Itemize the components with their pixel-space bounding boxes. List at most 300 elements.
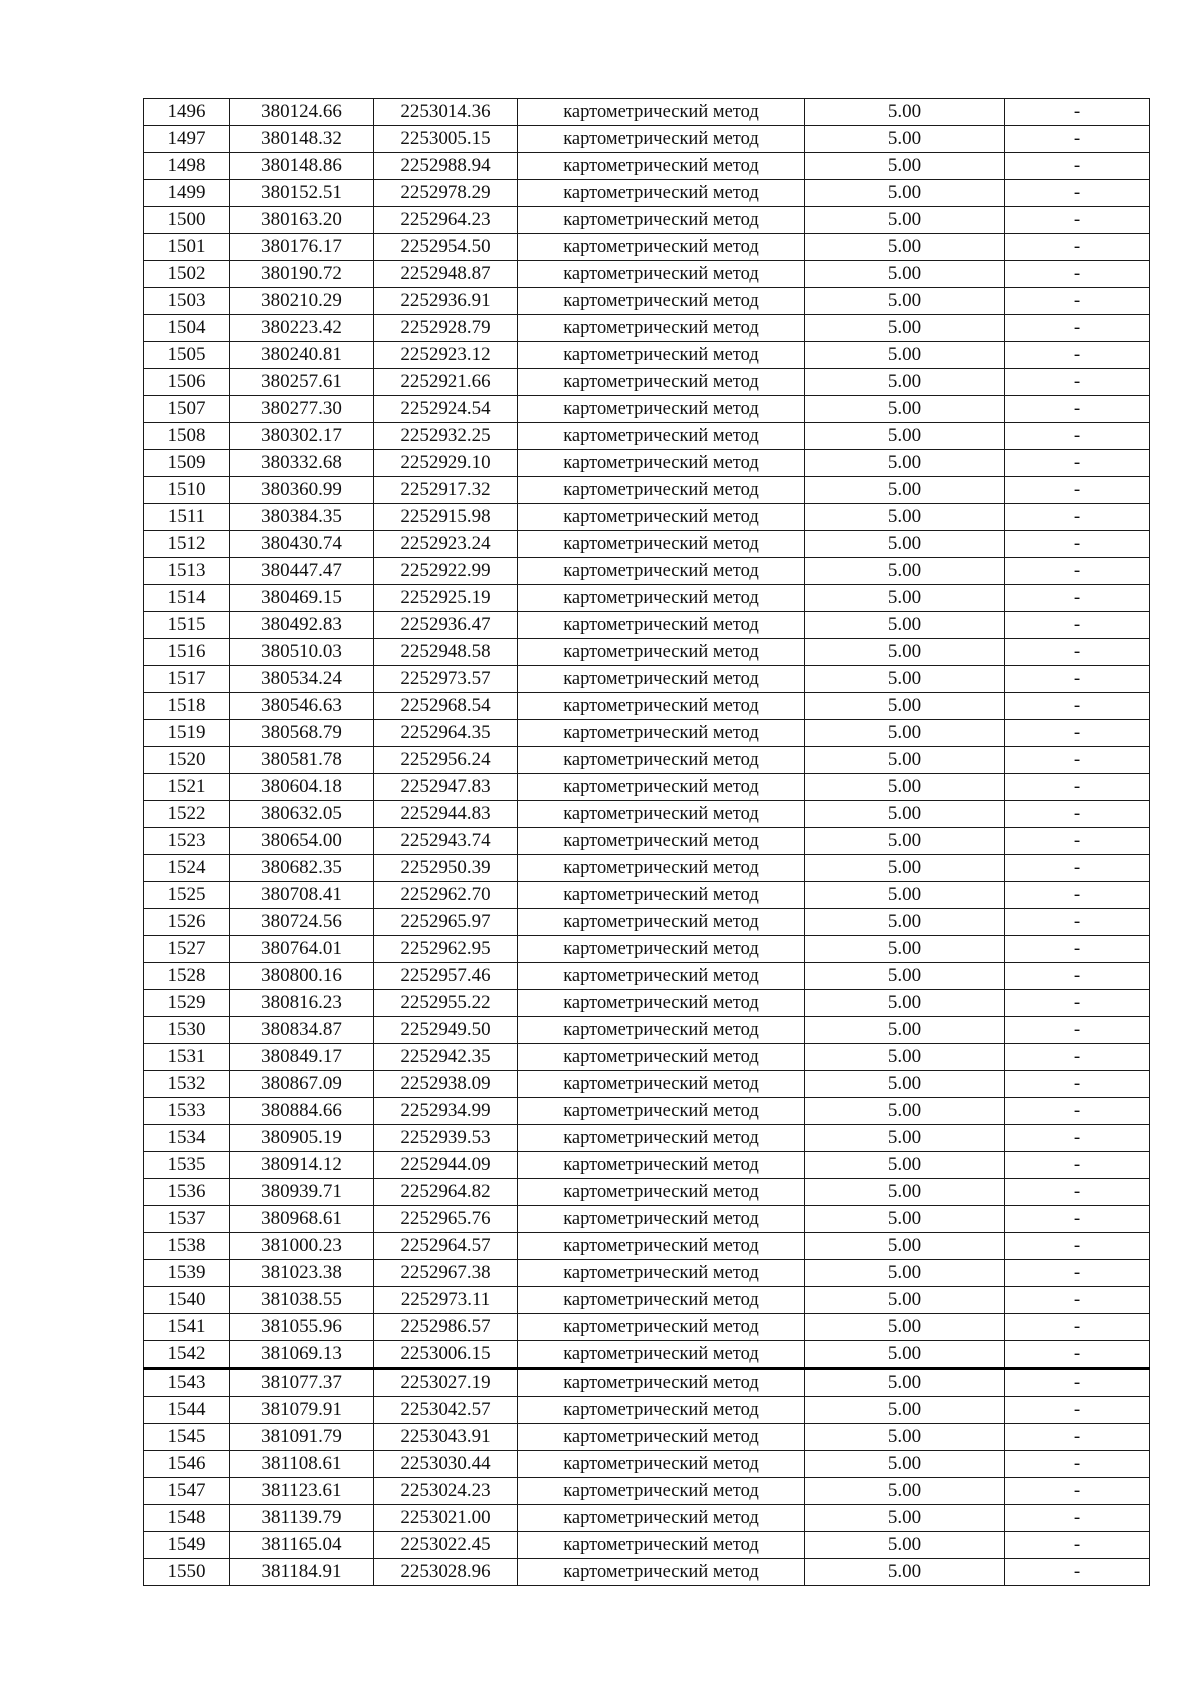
x-coordinate-cell: 381077.37	[230, 1369, 374, 1397]
point-number-cell: 1530	[144, 1017, 230, 1044]
table-row	[144, 1424, 1150, 1451]
y-coordinate-cell: 2252967.38	[374, 1260, 518, 1287]
y-coordinate-cell: 2252964.57	[374, 1233, 518, 1260]
table-row	[144, 1397, 1150, 1424]
description-cell: -	[1005, 234, 1150, 261]
y-coordinate-cell: 2252936.47	[374, 612, 518, 639]
description-cell: -	[1005, 720, 1150, 747]
description-cell: -	[1005, 261, 1150, 288]
table-row	[144, 396, 1150, 423]
method-cell: картометрический метод	[518, 774, 805, 801]
point-number-cell: 1511	[144, 504, 230, 531]
point-number-cell: 1529	[144, 990, 230, 1017]
method-cell: картометрический метод	[518, 450, 805, 477]
accuracy-cell: 5.00	[805, 666, 1005, 693]
point-number-cell: 1533	[144, 1098, 230, 1125]
accuracy-cell: 5.00	[805, 1424, 1005, 1451]
coordinates-table	[143, 98, 1150, 1586]
description-cell: -	[1005, 99, 1150, 126]
point-number-cell: 1528	[144, 963, 230, 990]
y-coordinate-cell: 2253022.45	[374, 1532, 518, 1559]
table-row	[144, 1451, 1150, 1478]
y-coordinate-cell: 2252955.22	[374, 990, 518, 1017]
x-coordinate-cell: 380447.47	[230, 558, 374, 585]
method-cell: картометрический метод	[518, 99, 805, 126]
accuracy-cell: 5.00	[805, 504, 1005, 531]
point-number-cell: 1515	[144, 612, 230, 639]
description-cell: -	[1005, 747, 1150, 774]
y-coordinate-cell: 2252973.11	[374, 1287, 518, 1314]
method-cell: картометрический метод	[518, 180, 805, 207]
table-row	[144, 1314, 1150, 1341]
table-row	[144, 342, 1150, 369]
y-coordinate-cell: 2253043.91	[374, 1424, 518, 1451]
accuracy-cell: 5.00	[805, 1260, 1005, 1287]
y-coordinate-cell: 2252954.50	[374, 234, 518, 261]
point-number-cell: 1501	[144, 234, 230, 261]
accuracy-cell: 5.00	[805, 1206, 1005, 1233]
x-coordinate-cell: 381091.79	[230, 1424, 374, 1451]
y-coordinate-cell: 2252948.58	[374, 639, 518, 666]
accuracy-cell: 5.00	[805, 720, 1005, 747]
accuracy-cell: 5.00	[805, 990, 1005, 1017]
point-number-cell: 1548	[144, 1505, 230, 1532]
y-coordinate-cell: 2252929.10	[374, 450, 518, 477]
accuracy-cell: 5.00	[805, 369, 1005, 396]
method-cell: картометрический метод	[518, 504, 805, 531]
description-cell: -	[1005, 1314, 1150, 1341]
method-cell: картометрический метод	[518, 1505, 805, 1532]
y-coordinate-cell: 2252956.24	[374, 747, 518, 774]
y-coordinate-cell: 2253024.23	[374, 1478, 518, 1505]
y-coordinate-cell: 2252965.97	[374, 909, 518, 936]
x-coordinate-cell: 380223.42	[230, 315, 374, 342]
description-cell: -	[1005, 1397, 1150, 1424]
table-row	[144, 1287, 1150, 1314]
point-number-cell: 1541	[144, 1314, 230, 1341]
y-coordinate-cell: 2253005.15	[374, 126, 518, 153]
point-number-cell: 1543	[144, 1369, 230, 1397]
x-coordinate-cell: 380190.72	[230, 261, 374, 288]
method-cell: картометрический метод	[518, 720, 805, 747]
description-cell: -	[1005, 1478, 1150, 1505]
accuracy-cell: 5.00	[805, 801, 1005, 828]
x-coordinate-cell: 380867.09	[230, 1071, 374, 1098]
method-cell: картометрический метод	[518, 1424, 805, 1451]
table-row	[144, 99, 1150, 126]
point-number-cell: 1514	[144, 585, 230, 612]
method-cell: картометрический метод	[518, 585, 805, 612]
x-coordinate-cell: 380176.17	[230, 234, 374, 261]
point-number-cell: 1550	[144, 1559, 230, 1586]
accuracy-cell: 5.00	[805, 1532, 1005, 1559]
method-cell: картометрический метод	[518, 234, 805, 261]
method-cell: картометрический метод	[518, 639, 805, 666]
x-coordinate-cell: 381038.55	[230, 1287, 374, 1314]
description-cell: -	[1005, 963, 1150, 990]
method-cell: картометрический метод	[518, 342, 805, 369]
y-coordinate-cell: 2252917.32	[374, 477, 518, 504]
point-number-cell: 1522	[144, 801, 230, 828]
x-coordinate-cell: 381079.91	[230, 1397, 374, 1424]
point-number-cell: 1496	[144, 99, 230, 126]
point-number-cell: 1499	[144, 180, 230, 207]
y-coordinate-cell: 2252939.53	[374, 1125, 518, 1152]
accuracy-cell: 5.00	[805, 450, 1005, 477]
table-row	[144, 666, 1150, 693]
table-row	[144, 855, 1150, 882]
y-coordinate-cell: 2252965.76	[374, 1206, 518, 1233]
description-cell: -	[1005, 369, 1150, 396]
method-cell: картометрический метод	[518, 990, 805, 1017]
x-coordinate-cell: 380905.19	[230, 1125, 374, 1152]
method-cell: картометрический метод	[518, 1017, 805, 1044]
point-number-cell: 1517	[144, 666, 230, 693]
x-coordinate-cell: 381184.91	[230, 1559, 374, 1586]
description-cell: -	[1005, 1017, 1150, 1044]
point-number-cell: 1545	[144, 1424, 230, 1451]
method-cell: картометрический метод	[518, 693, 805, 720]
y-coordinate-cell: 2252932.25	[374, 423, 518, 450]
accuracy-cell: 5.00	[805, 1071, 1005, 1098]
description-cell: -	[1005, 396, 1150, 423]
accuracy-cell: 5.00	[805, 1397, 1005, 1424]
point-number-cell: 1500	[144, 207, 230, 234]
accuracy-cell: 5.00	[805, 909, 1005, 936]
x-coordinate-cell: 380724.56	[230, 909, 374, 936]
x-coordinate-cell: 380568.79	[230, 720, 374, 747]
table-row	[144, 1478, 1150, 1505]
accuracy-cell: 5.00	[805, 261, 1005, 288]
accuracy-cell: 5.00	[805, 639, 1005, 666]
method-cell: картометрический метод	[518, 1314, 805, 1341]
table-row	[144, 693, 1150, 720]
method-cell: картометрический метод	[518, 1152, 805, 1179]
accuracy-cell: 5.00	[805, 882, 1005, 909]
description-cell: -	[1005, 936, 1150, 963]
point-number-cell: 1506	[144, 369, 230, 396]
description-cell: -	[1005, 450, 1150, 477]
method-cell: картометрический метод	[518, 1125, 805, 1152]
description-cell: -	[1005, 1233, 1150, 1260]
description-cell: -	[1005, 153, 1150, 180]
accuracy-cell: 5.00	[805, 1287, 1005, 1314]
y-coordinate-cell: 2253006.15	[374, 1341, 518, 1369]
x-coordinate-cell: 381139.79	[230, 1505, 374, 1532]
point-number-cell: 1534	[144, 1125, 230, 1152]
accuracy-cell: 5.00	[805, 612, 1005, 639]
description-cell: -	[1005, 693, 1150, 720]
table-row	[144, 747, 1150, 774]
x-coordinate-cell: 380604.18	[230, 774, 374, 801]
point-number-cell: 1535	[144, 1152, 230, 1179]
table-row	[144, 990, 1150, 1017]
y-coordinate-cell: 2252915.98	[374, 504, 518, 531]
accuracy-cell: 5.00	[805, 1314, 1005, 1341]
method-cell: картометрический метод	[518, 558, 805, 585]
method-cell: картометрический метод	[518, 909, 805, 936]
point-number-cell: 1525	[144, 882, 230, 909]
method-cell: картометрический метод	[518, 1369, 805, 1397]
y-coordinate-cell: 2252973.57	[374, 666, 518, 693]
y-coordinate-cell: 2253021.00	[374, 1505, 518, 1532]
description-cell: -	[1005, 1341, 1150, 1369]
table-row	[144, 936, 1150, 963]
accuracy-cell: 5.00	[805, 477, 1005, 504]
accuracy-cell: 5.00	[805, 585, 1005, 612]
method-cell: картометрический метод	[518, 882, 805, 909]
y-coordinate-cell: 2252923.24	[374, 531, 518, 558]
y-coordinate-cell: 2252938.09	[374, 1071, 518, 1098]
point-number-cell: 1503	[144, 288, 230, 315]
point-number-cell: 1512	[144, 531, 230, 558]
method-cell: картометрический метод	[518, 1559, 805, 1586]
method-cell: картометрический метод	[518, 1341, 805, 1369]
table-row	[144, 1369, 1150, 1397]
table-row	[144, 315, 1150, 342]
table-row	[144, 153, 1150, 180]
y-coordinate-cell: 2252962.95	[374, 936, 518, 963]
point-number-cell: 1544	[144, 1397, 230, 1424]
method-cell: картометрический метод	[518, 1179, 805, 1206]
point-number-cell: 1509	[144, 450, 230, 477]
description-cell: -	[1005, 288, 1150, 315]
method-cell: картометрический метод	[518, 369, 805, 396]
table-row	[144, 1260, 1150, 1287]
table-row	[144, 261, 1150, 288]
description-cell: -	[1005, 477, 1150, 504]
table-row	[144, 963, 1150, 990]
description-cell: -	[1005, 639, 1150, 666]
method-cell: картометрический метод	[518, 315, 805, 342]
x-coordinate-cell: 380800.16	[230, 963, 374, 990]
description-cell: -	[1005, 423, 1150, 450]
table-row	[144, 828, 1150, 855]
accuracy-cell: 5.00	[805, 315, 1005, 342]
point-number-cell: 1536	[144, 1179, 230, 1206]
method-cell: картометрический метод	[518, 477, 805, 504]
table-row	[144, 612, 1150, 639]
description-cell: -	[1005, 585, 1150, 612]
accuracy-cell: 5.00	[805, 1451, 1005, 1478]
x-coordinate-cell: 380654.00	[230, 828, 374, 855]
point-number-cell: 1504	[144, 315, 230, 342]
accuracy-cell: 5.00	[805, 288, 1005, 315]
y-coordinate-cell: 2252943.74	[374, 828, 518, 855]
point-number-cell: 1502	[144, 261, 230, 288]
table-row	[144, 1152, 1150, 1179]
description-cell: -	[1005, 1071, 1150, 1098]
description-cell: -	[1005, 1098, 1150, 1125]
x-coordinate-cell: 380163.20	[230, 207, 374, 234]
method-cell: картометрический метод	[518, 963, 805, 990]
table-row	[144, 882, 1150, 909]
description-cell: -	[1005, 126, 1150, 153]
point-number-cell: 1526	[144, 909, 230, 936]
method-cell: картометрический метод	[518, 801, 805, 828]
table-row	[144, 1206, 1150, 1233]
table-row	[144, 774, 1150, 801]
x-coordinate-cell: 380430.74	[230, 531, 374, 558]
accuracy-cell: 5.00	[805, 396, 1005, 423]
method-cell: картометрический метод	[518, 936, 805, 963]
method-cell: картометрический метод	[518, 1287, 805, 1314]
x-coordinate-cell: 381069.13	[230, 1341, 374, 1369]
description-cell: -	[1005, 207, 1150, 234]
point-number-cell: 1505	[144, 342, 230, 369]
y-coordinate-cell: 2252925.19	[374, 585, 518, 612]
method-cell: картометрический метод	[518, 288, 805, 315]
table-row	[144, 369, 1150, 396]
description-cell: -	[1005, 1532, 1150, 1559]
y-coordinate-cell: 2252988.94	[374, 153, 518, 180]
point-number-cell: 1510	[144, 477, 230, 504]
description-cell: -	[1005, 1505, 1150, 1532]
x-coordinate-cell: 381000.23	[230, 1233, 374, 1260]
x-coordinate-cell: 380152.51	[230, 180, 374, 207]
x-coordinate-cell: 380884.66	[230, 1098, 374, 1125]
method-cell: картометрический метод	[518, 1044, 805, 1071]
description-cell: -	[1005, 666, 1150, 693]
accuracy-cell: 5.00	[805, 1017, 1005, 1044]
table-row	[144, 1017, 1150, 1044]
x-coordinate-cell: 380816.23	[230, 990, 374, 1017]
accuracy-cell: 5.00	[805, 207, 1005, 234]
x-coordinate-cell: 380546.63	[230, 693, 374, 720]
y-coordinate-cell: 2252964.23	[374, 207, 518, 234]
table-row	[144, 180, 1150, 207]
method-cell: картометрический метод	[518, 612, 805, 639]
table-row	[144, 558, 1150, 585]
accuracy-cell: 5.00	[805, 180, 1005, 207]
description-cell: -	[1005, 612, 1150, 639]
accuracy-cell: 5.00	[805, 828, 1005, 855]
table-row	[144, 126, 1150, 153]
y-coordinate-cell: 2252924.54	[374, 396, 518, 423]
table-row	[144, 1071, 1150, 1098]
y-coordinate-cell: 2252944.09	[374, 1152, 518, 1179]
accuracy-cell: 5.00	[805, 1125, 1005, 1152]
table-row	[144, 423, 1150, 450]
table-row	[144, 1179, 1150, 1206]
accuracy-cell: 5.00	[805, 153, 1005, 180]
x-coordinate-cell: 380257.61	[230, 369, 374, 396]
table-row	[144, 1505, 1150, 1532]
x-coordinate-cell: 380277.30	[230, 396, 374, 423]
x-coordinate-cell: 381108.61	[230, 1451, 374, 1478]
table-row	[144, 504, 1150, 531]
accuracy-cell: 5.00	[805, 1152, 1005, 1179]
y-coordinate-cell: 2252962.70	[374, 882, 518, 909]
y-coordinate-cell: 2253030.44	[374, 1451, 518, 1478]
x-coordinate-cell: 380581.78	[230, 747, 374, 774]
accuracy-cell: 5.00	[805, 1179, 1005, 1206]
method-cell: картометрический метод	[518, 531, 805, 558]
description-cell: -	[1005, 828, 1150, 855]
accuracy-cell: 5.00	[805, 1044, 1005, 1071]
description-cell: -	[1005, 1260, 1150, 1287]
accuracy-cell: 5.00	[805, 1478, 1005, 1505]
x-coordinate-cell: 380939.71	[230, 1179, 374, 1206]
table-row	[144, 801, 1150, 828]
y-coordinate-cell: 2252950.39	[374, 855, 518, 882]
description-cell: -	[1005, 990, 1150, 1017]
y-coordinate-cell: 2252942.35	[374, 1044, 518, 1071]
x-coordinate-cell: 381165.04	[230, 1532, 374, 1559]
x-coordinate-cell: 381023.38	[230, 1260, 374, 1287]
x-coordinate-cell: 380632.05	[230, 801, 374, 828]
x-coordinate-cell: 380384.35	[230, 504, 374, 531]
y-coordinate-cell: 2252986.57	[374, 1314, 518, 1341]
accuracy-cell: 5.00	[805, 126, 1005, 153]
y-coordinate-cell: 2252964.35	[374, 720, 518, 747]
method-cell: картометрический метод	[518, 261, 805, 288]
point-number-cell: 1498	[144, 153, 230, 180]
accuracy-cell: 5.00	[805, 1559, 1005, 1586]
description-cell: -	[1005, 1152, 1150, 1179]
accuracy-cell: 5.00	[805, 423, 1005, 450]
x-coordinate-cell: 380708.41	[230, 882, 374, 909]
accuracy-cell: 5.00	[805, 99, 1005, 126]
point-number-cell: 1521	[144, 774, 230, 801]
accuracy-cell: 5.00	[805, 1233, 1005, 1260]
method-cell: картометрический метод	[518, 1071, 805, 1098]
point-number-cell: 1513	[144, 558, 230, 585]
point-number-cell: 1524	[144, 855, 230, 882]
method-cell: картометрический метод	[518, 1451, 805, 1478]
description-cell: -	[1005, 315, 1150, 342]
point-number-cell: 1537	[144, 1206, 230, 1233]
y-coordinate-cell: 2252964.82	[374, 1179, 518, 1206]
method-cell: картометрический метод	[518, 423, 805, 450]
description-cell: -	[1005, 774, 1150, 801]
x-coordinate-cell: 380834.87	[230, 1017, 374, 1044]
y-coordinate-cell: 2252957.46	[374, 963, 518, 990]
table-row	[144, 450, 1150, 477]
x-coordinate-cell: 380968.61	[230, 1206, 374, 1233]
table-row	[144, 585, 1150, 612]
accuracy-cell: 5.00	[805, 855, 1005, 882]
point-number-cell: 1523	[144, 828, 230, 855]
x-coordinate-cell: 380492.83	[230, 612, 374, 639]
point-number-cell: 1539	[144, 1260, 230, 1287]
method-cell: картометрический метод	[518, 1532, 805, 1559]
table-row	[144, 909, 1150, 936]
accuracy-cell: 5.00	[805, 558, 1005, 585]
x-coordinate-cell: 380148.32	[230, 126, 374, 153]
y-coordinate-cell: 2252944.83	[374, 801, 518, 828]
x-coordinate-cell: 380849.17	[230, 1044, 374, 1071]
accuracy-cell: 5.00	[805, 342, 1005, 369]
point-number-cell: 1547	[144, 1478, 230, 1505]
accuracy-cell: 5.00	[805, 1098, 1005, 1125]
table-row	[144, 1233, 1150, 1260]
method-cell: картометрический метод	[518, 207, 805, 234]
description-cell: -	[1005, 1179, 1150, 1206]
x-coordinate-cell: 380302.17	[230, 423, 374, 450]
y-coordinate-cell: 2252978.29	[374, 180, 518, 207]
method-cell: картометрический метод	[518, 1397, 805, 1424]
point-number-cell: 1520	[144, 747, 230, 774]
x-coordinate-cell: 380914.12	[230, 1152, 374, 1179]
description-cell: -	[1005, 180, 1150, 207]
accuracy-cell: 5.00	[805, 963, 1005, 990]
point-number-cell: 1507	[144, 396, 230, 423]
x-coordinate-cell: 380148.86	[230, 153, 374, 180]
point-number-cell: 1532	[144, 1071, 230, 1098]
table-row	[144, 1341, 1150, 1369]
table-row	[144, 531, 1150, 558]
